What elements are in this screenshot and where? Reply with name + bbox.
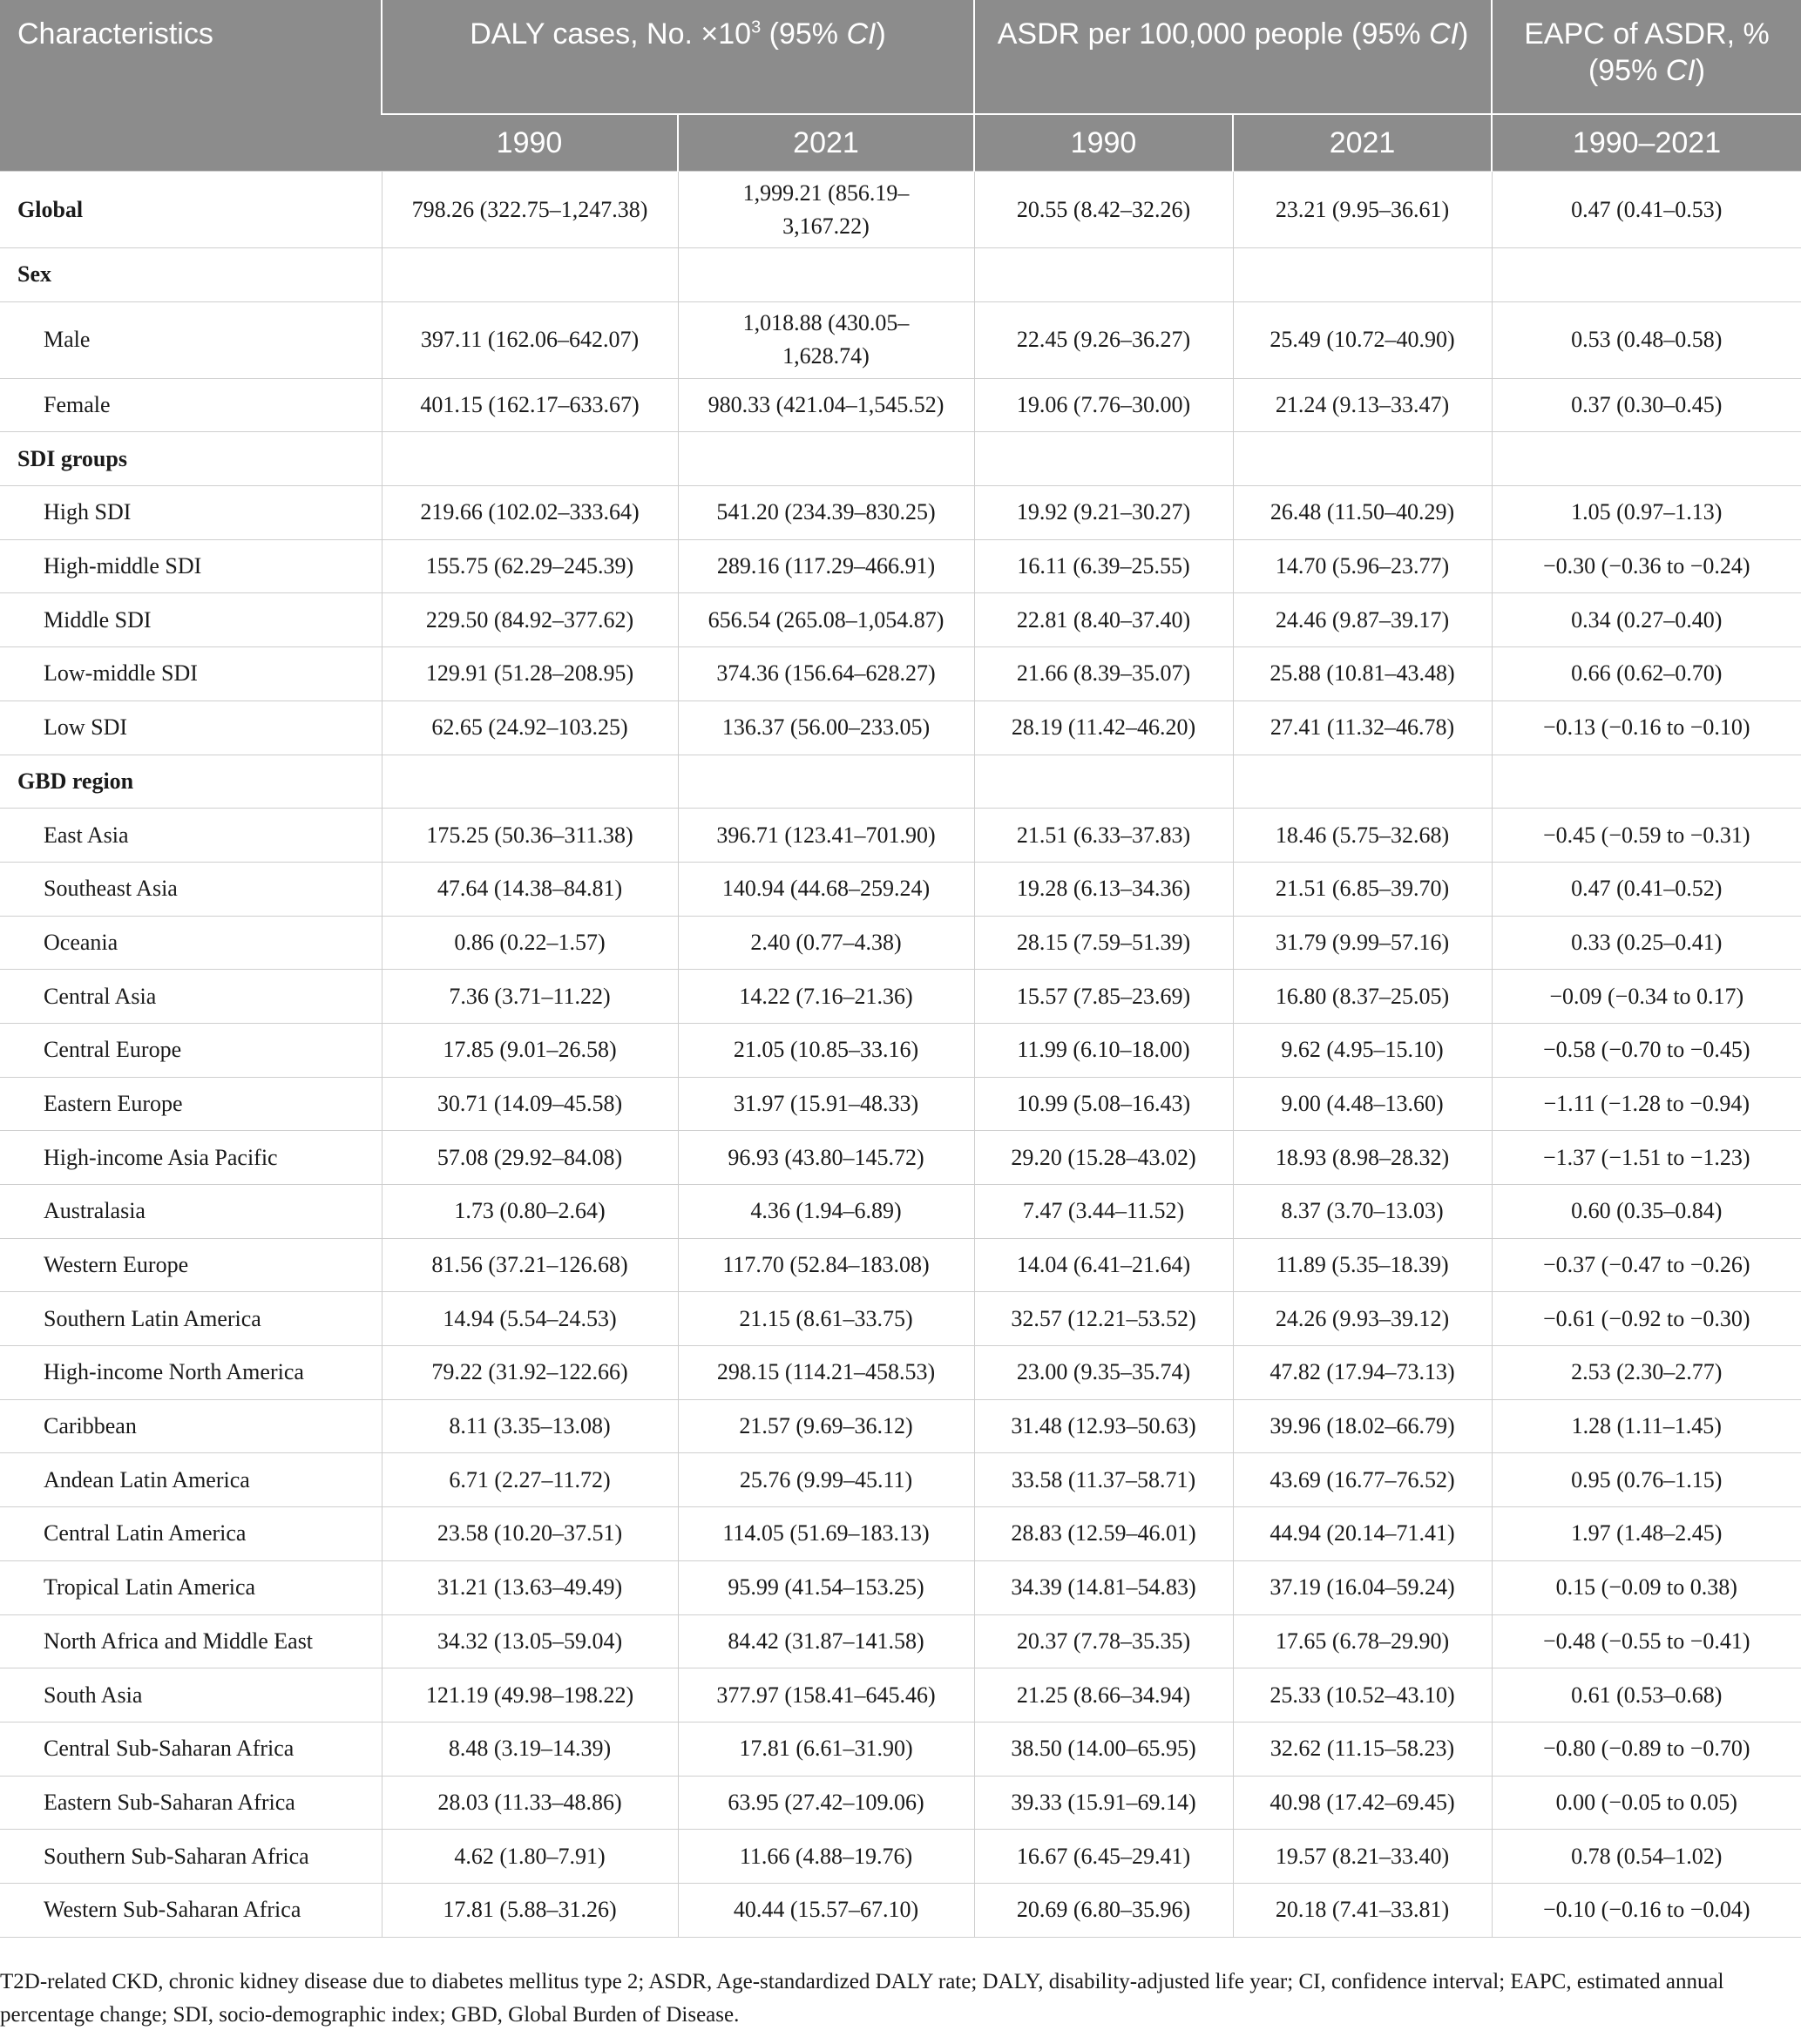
row-label: South Asia <box>0 1668 382 1723</box>
table-row <box>0 1131 1801 1185</box>
asdr-2021-cell: 37.19 (16.04–59.24) <box>1233 1560 1492 1614</box>
row-label: Tropical Latin America <box>0 1560 382 1614</box>
table-row <box>0 1453 1801 1507</box>
eapc-cell: 0.15 (−0.09 to 0.38) <box>1492 1560 1801 1614</box>
daly-2021-cell: 541.20 (234.39–830.25) <box>678 486 974 540</box>
eapc-cell: −0.13 (−0.16 to −0.10) <box>1492 701 1801 755</box>
table-footnote: T2D-related CKD, chronic kidney disease due to diabetes mellitus type 2; ASDR, Age-standardized DALY rate; DALY, disability-adjusted life year; CI, confidence interval; EAPC, estimated annual percentage change; SDI, socio-demographic index; GBD, Global Burden of Disease. <box>0 1970 1724 2027</box>
table-row <box>0 809 1801 863</box>
eapc-cell: 0.00 (−0.05 to 0.05) <box>1492 1776 1801 1830</box>
daly-1990-cell: 1.73 (0.80–2.64) <box>382 1185 678 1239</box>
daly-1990-cell: 17.81 (5.88–31.26) <box>382 1883 678 1937</box>
table-row <box>0 432 1801 486</box>
eapc-cell: 1.05 (0.97–1.13) <box>1492 486 1801 540</box>
asdr-2021-cell: 11.89 (5.35–18.39) <box>1233 1238 1492 1292</box>
daly-2021-cell: 31.97 (15.91–48.33) <box>678 1077 974 1131</box>
header-daly-2021: 2021 <box>678 114 974 172</box>
header-daly-1990: 1990 <box>382 114 678 172</box>
daly-2021-cell: 95.99 (41.54–153.25) <box>678 1560 974 1614</box>
asdr-1990-cell: 38.50 (14.00–65.95) <box>974 1722 1233 1776</box>
daly-2021-cell: 980.33 (421.04–1,545.52) <box>678 378 974 432</box>
table-row <box>0 1346 1801 1400</box>
daly-2021-cell: 40.44 (15.57–67.10) <box>678 1883 974 1937</box>
asdr-2021-cell: 47.82 (17.94–73.13) <box>1233 1346 1492 1400</box>
table-row <box>0 970 1801 1024</box>
asdr-2021-cell: 18.46 (5.75–32.68) <box>1233 809 1492 863</box>
eapc-cell: −1.37 (−1.51 to −1.23) <box>1492 1131 1801 1185</box>
eapc-cell: 2.53 (2.30–2.77) <box>1492 1346 1801 1400</box>
row-label: Male <box>0 301 382 378</box>
row-label: Oceania <box>0 916 382 970</box>
daly-1990-cell: 31.21 (13.63–49.49) <box>382 1560 678 1614</box>
daly-2021-cell: 396.71 (123.41–701.90) <box>678 809 974 863</box>
daly-2021-cell: 140.94 (44.68–259.24) <box>678 862 974 916</box>
daly-2021-cell: 656.54 (265.08–1,054.87) <box>678 593 974 647</box>
row-label: Western Sub-Saharan Africa <box>0 1883 382 1937</box>
daly-1990-cell <box>382 248 678 302</box>
asdr-2021-cell: 40.98 (17.42–69.45) <box>1233 1776 1492 1830</box>
table-row <box>0 1507 1801 1561</box>
row-label: High-income Asia Pacific <box>0 1131 382 1185</box>
asdr-2021-cell <box>1233 755 1492 809</box>
daly-2021-cell: 2.40 (0.77–4.38) <box>678 916 974 970</box>
row-label: Middle SDI <box>0 593 382 647</box>
table-row <box>0 248 1801 302</box>
row-label: Central Sub-Saharan Africa <box>0 1722 382 1776</box>
table-row <box>0 1830 1801 1884</box>
asdr-2021-cell: 23.21 (9.95–36.61) <box>1233 172 1492 248</box>
eapc-cell: −0.61 (−0.92 to −0.30) <box>1492 1292 1801 1346</box>
row-label: Central Europe <box>0 1023 382 1077</box>
table-row <box>0 172 1801 248</box>
daly-1990-cell: 4.62 (1.80–7.91) <box>382 1830 678 1884</box>
eapc-cell: −0.10 (−0.16 to −0.04) <box>1492 1883 1801 1937</box>
asdr-1990-cell: 19.92 (9.21–30.27) <box>974 486 1233 540</box>
daly-1990-cell: 155.75 (62.29–245.39) <box>382 539 678 593</box>
header-asdr: ASDR per 100,000 people (95% CI) <box>974 0 1492 114</box>
daly-2021-line2: 1,628.74) <box>782 343 870 369</box>
asdr-2021-cell: 21.51 (6.85–39.70) <box>1233 862 1492 916</box>
asdr-2021-cell: 43.69 (16.77–76.52) <box>1233 1453 1492 1507</box>
daly-2021-cell: 298.15 (114.21–458.53) <box>678 1346 974 1400</box>
row-label: East Asia <box>0 809 382 863</box>
daly-2021-cell: 117.70 (52.84–183.08) <box>678 1238 974 1292</box>
daly-1990-cell: 219.66 (102.02–333.64) <box>382 486 678 540</box>
row-label: North Africa and Middle East <box>0 1614 382 1668</box>
eapc-cell <box>1492 248 1801 302</box>
daly-2021-line1: 1,018.88 (430.05– <box>742 310 910 336</box>
table-row <box>0 1399 1801 1453</box>
daly-2021-line1: 1,999.21 (856.19– <box>742 179 910 206</box>
daly-1990-cell: 229.50 (84.92–377.62) <box>382 593 678 647</box>
eapc-cell <box>1492 755 1801 809</box>
daly-1990-cell <box>382 755 678 809</box>
header-eapc: EAPC of ASDR, % (95% CI) <box>1492 0 1801 114</box>
eapc-cell <box>1492 432 1801 486</box>
row-label: Eastern Sub-Saharan Africa <box>0 1776 382 1830</box>
daly-1990-cell: 57.08 (29.92–84.08) <box>382 1131 678 1185</box>
asdr-1990-cell: 11.99 (6.10–18.00) <box>974 1023 1233 1077</box>
table-row <box>0 1722 1801 1776</box>
asdr-1990-cell: 7.47 (3.44–11.52) <box>974 1185 1233 1239</box>
row-label: Low SDI <box>0 701 382 755</box>
row-label: Western Europe <box>0 1238 382 1292</box>
asdr-1990-cell: 28.19 (11.42–46.20) <box>974 701 1233 755</box>
row-label: Eastern Europe <box>0 1077 382 1131</box>
row-label: Female <box>0 378 382 432</box>
table-row <box>0 1668 1801 1723</box>
daly-1990-cell: 14.94 (5.54–24.53) <box>382 1292 678 1346</box>
eapc-cell: 0.37 (0.30–0.45) <box>1492 378 1801 432</box>
header-asdr-1990: 1990 <box>974 114 1233 172</box>
eapc-cell: −1.11 (−1.28 to −0.94) <box>1492 1077 1801 1131</box>
asdr-2021-cell <box>1233 248 1492 302</box>
asdr-2021-cell: 25.49 (10.72–40.90) <box>1233 301 1492 378</box>
asdr-1990-cell: 20.37 (7.78–35.35) <box>974 1614 1233 1668</box>
row-label: High-income North America <box>0 1346 382 1400</box>
row-label: High-middle SDI <box>0 539 382 593</box>
header-daly-cases: DALY cases, No. $\times 10^3$ (95% CI) <box>382 0 974 114</box>
daly-1990-cell: 6.71 (2.27–11.72) <box>382 1453 678 1507</box>
table-row <box>0 862 1801 916</box>
eapc-cell: 1.97 (1.48–2.45) <box>1492 1507 1801 1561</box>
asdr-1990-cell: 10.99 (5.08–16.43) <box>974 1077 1233 1131</box>
daly-1990-cell: 28.03 (11.33–48.86) <box>382 1776 678 1830</box>
asdr-1990-cell: 19.06 (7.76–30.00) <box>974 378 1233 432</box>
table-row <box>0 647 1801 701</box>
table-row <box>0 1292 1801 1346</box>
daly-1990-cell <box>382 432 678 486</box>
asdr-2021-cell: 44.94 (20.14–71.41) <box>1233 1507 1492 1561</box>
table-row <box>0 1077 1801 1131</box>
asdr-1990-cell: 39.33 (15.91–69.14) <box>974 1776 1233 1830</box>
asdr-2021-cell: 9.62 (4.95–15.10) <box>1233 1023 1492 1077</box>
row-label: Central Asia <box>0 970 382 1024</box>
asdr-1990-cell <box>974 432 1233 486</box>
daly-2021-cell <box>678 248 974 302</box>
eapc-cell: 0.34 (0.27–0.40) <box>1492 593 1801 647</box>
eapc-cell: 0.53 (0.48–0.58) <box>1492 301 1801 378</box>
asdr-1990-cell: 15.57 (7.85–23.69) <box>974 970 1233 1024</box>
daly-1990-cell: 798.26 (322.75–1,247.38) <box>382 172 678 248</box>
eapc-cell: −0.37 (−0.47 to −0.26) <box>1492 1238 1801 1292</box>
asdr-2021-cell: 32.62 (11.15–58.23) <box>1233 1722 1492 1776</box>
asdr-2021-cell: 18.93 (8.98–28.32) <box>1233 1131 1492 1185</box>
asdr-2021-cell: 21.24 (9.13–33.47) <box>1233 378 1492 432</box>
daly-1990-cell: 8.11 (3.35–13.08) <box>382 1399 678 1453</box>
section-header: Sex <box>0 248 382 302</box>
daly-2021-cell <box>678 172 974 248</box>
asdr-2021-cell: 27.41 (11.32–46.78) <box>1233 701 1492 755</box>
header-characteristics: Characteristics <box>0 0 382 172</box>
table-row <box>0 1776 1801 1830</box>
eapc-cell: −0.48 (−0.55 to −0.41) <box>1492 1614 1801 1668</box>
daly-1990-cell: 23.58 (10.20–37.51) <box>382 1507 678 1561</box>
row-label: Central Latin America <box>0 1507 382 1561</box>
eapc-cell: 1.28 (1.11–1.45) <box>1492 1399 1801 1453</box>
table-row <box>0 1883 1801 1937</box>
row-label: Caribbean <box>0 1399 382 1453</box>
table-row <box>0 593 1801 647</box>
daly-1990-cell: 30.71 (14.09–45.58) <box>382 1077 678 1131</box>
row-label: Andean Latin America <box>0 1453 382 1507</box>
asdr-1990-cell <box>974 248 1233 302</box>
asdr-2021-cell: 26.48 (11.50–40.29) <box>1233 486 1492 540</box>
table-row <box>0 486 1801 540</box>
asdr-1990-cell: 22.81 (8.40–37.40) <box>974 593 1233 647</box>
asdr-2021-cell <box>1233 432 1492 486</box>
row-label: Low-middle SDI <box>0 647 382 701</box>
asdr-1990-cell: 29.20 (15.28–43.02) <box>974 1131 1233 1185</box>
daly-1990-cell: 401.15 (162.17–633.67) <box>382 378 678 432</box>
row-label: Australasia <box>0 1185 382 1239</box>
daly-1990-cell: 129.91 (51.28–208.95) <box>382 647 678 701</box>
asdr-1990-cell: 33.58 (11.37–58.71) <box>974 1453 1233 1507</box>
daly-2021-cell: 25.76 (9.99–45.11) <box>678 1453 974 1507</box>
asdr-1990-cell <box>974 755 1233 809</box>
daly-2021-line2: 3,167.22) <box>782 213 870 239</box>
daly-2021-cell: 96.93 (43.80–145.72) <box>678 1131 974 1185</box>
eapc-cell: 0.95 (0.76–1.15) <box>1492 1453 1801 1507</box>
asdr-1990-cell: 22.45 (9.26–36.27) <box>974 301 1233 378</box>
daly-2021-cell: 4.36 (1.94–6.89) <box>678 1185 974 1239</box>
daly-2021-cell <box>678 432 974 486</box>
daly-2021-cell: 21.57 (9.69–36.12) <box>678 1399 974 1453</box>
daly-2021-cell: 136.37 (56.00–233.05) <box>678 701 974 755</box>
asdr-1990-cell: 34.39 (14.81–54.83) <box>974 1560 1233 1614</box>
asdr-1990-cell: 20.69 (6.80–35.96) <box>974 1883 1233 1937</box>
asdr-1990-cell: 14.04 (6.41–21.64) <box>974 1238 1233 1292</box>
table-body <box>0 172 1801 1938</box>
asdr-1990-cell: 16.11 (6.39–25.55) <box>974 539 1233 593</box>
asdr-1990-cell: 28.15 (7.59–51.39) <box>974 916 1233 970</box>
asdr-1990-cell: 21.25 (8.66–34.94) <box>974 1668 1233 1723</box>
daly-1990-cell: 175.25 (50.36–311.38) <box>382 809 678 863</box>
daly-2021-cell: 374.36 (156.64–628.27) <box>678 647 974 701</box>
daly-2021-cell: 289.16 (117.29–466.91) <box>678 539 974 593</box>
row-label: High SDI <box>0 486 382 540</box>
table-row <box>0 1185 1801 1239</box>
eapc-cell: 0.60 (0.35–0.84) <box>1492 1185 1801 1239</box>
section-header: SDI groups <box>0 432 382 486</box>
eapc-cell: −0.45 (−0.59 to −0.31) <box>1492 809 1801 863</box>
asdr-2021-cell: 8.37 (3.70–13.03) <box>1233 1185 1492 1239</box>
table-row <box>0 1023 1801 1077</box>
asdr-2021-cell: 24.26 (9.93–39.12) <box>1233 1292 1492 1346</box>
daly-1990-cell: 47.64 (14.38–84.81) <box>382 862 678 916</box>
daly-1990-cell: 8.48 (3.19–14.39) <box>382 1722 678 1776</box>
eapc-cell: 0.78 (0.54–1.02) <box>1492 1830 1801 1884</box>
daly-2021-cell: 114.05 (51.69–183.13) <box>678 1507 974 1561</box>
daly-2021-cell: 377.97 (158.41–645.46) <box>678 1668 974 1723</box>
section-header: GBD region <box>0 755 382 809</box>
table-row <box>0 378 1801 432</box>
daly-1990-cell: 17.85 (9.01–26.58) <box>382 1023 678 1077</box>
daly-2021-cell: 63.95 (27.42–109.06) <box>678 1776 974 1830</box>
daly-1990-cell: 397.11 (162.06–642.07) <box>382 301 678 378</box>
asdr-1990-cell: 20.55 (8.42–32.26) <box>974 172 1233 248</box>
daly-2021-cell: 84.42 (31.87–141.58) <box>678 1614 974 1668</box>
daly-1990-cell: 81.56 (37.21–126.68) <box>382 1238 678 1292</box>
table-row <box>0 1560 1801 1614</box>
daly-2021-cell: 14.22 (7.16–21.36) <box>678 970 974 1024</box>
asdr-1990-cell: 23.00 (9.35–35.74) <box>974 1346 1233 1400</box>
eapc-cell: 0.61 (0.53–0.68) <box>1492 1668 1801 1723</box>
asdr-2021-cell: 25.33 (10.52–43.10) <box>1233 1668 1492 1723</box>
daly-2021-cell: 21.15 (8.61–33.75) <box>678 1292 974 1346</box>
table-header <box>0 0 1801 172</box>
eapc-cell: −0.30 (−0.36 to −0.24) <box>1492 539 1801 593</box>
table-row <box>0 301 1801 378</box>
asdr-2021-cell: 14.70 (5.96–23.77) <box>1233 539 1492 593</box>
eapc-cell: −0.09 (−0.34 to 0.17) <box>1492 970 1801 1024</box>
eapc-cell: 0.66 (0.62–0.70) <box>1492 647 1801 701</box>
row-label: Southeast Asia <box>0 862 382 916</box>
daly-2021-cell <box>678 755 974 809</box>
asdr-2021-cell: 19.57 (8.21–33.40) <box>1233 1830 1492 1884</box>
daly-1990-cell: 7.36 (3.71–11.22) <box>382 970 678 1024</box>
asdr-2021-cell: 39.96 (18.02–66.79) <box>1233 1399 1492 1453</box>
asdr-1990-cell: 16.67 (6.45–29.41) <box>974 1830 1233 1884</box>
asdr-1990-cell: 31.48 (12.93–50.63) <box>974 1399 1233 1453</box>
table-row <box>0 1238 1801 1292</box>
asdr-2021-cell: 20.18 (7.41–33.81) <box>1233 1883 1492 1937</box>
asdr-1990-cell: 28.83 (12.59–46.01) <box>974 1507 1233 1561</box>
header-asdr-2021: 2021 <box>1233 114 1492 172</box>
table-row <box>0 701 1801 755</box>
table-row <box>0 539 1801 593</box>
eapc-cell: 0.47 (0.41–0.52) <box>1492 862 1801 916</box>
row-label: Southern Sub-Saharan Africa <box>0 1830 382 1884</box>
daly-1990-cell: 34.32 (13.05–59.04) <box>382 1614 678 1668</box>
asdr-1990-cell: 21.66 (8.39–35.07) <box>974 647 1233 701</box>
header-eapc-range: 1990–2021 <box>1492 114 1801 172</box>
asdr-1990-cell: 19.28 (6.13–34.36) <box>974 862 1233 916</box>
eapc-cell: −0.80 (−0.89 to −0.70) <box>1492 1722 1801 1776</box>
row-label: Global <box>0 172 382 248</box>
asdr-2021-cell: 17.65 (6.78–29.90) <box>1233 1614 1492 1668</box>
asdr-2021-cell: 24.46 (9.87–39.17) <box>1233 593 1492 647</box>
asdr-2021-cell: 16.80 (8.37–25.05) <box>1233 970 1492 1024</box>
table-row <box>0 755 1801 809</box>
asdr-2021-cell: 9.00 (4.48–13.60) <box>1233 1077 1492 1131</box>
daly-1990-cell: 62.65 (24.92–103.25) <box>382 701 678 755</box>
asdr-2021-cell: 31.79 (9.99–57.16) <box>1233 916 1492 970</box>
daly-2021-cell: 17.81 (6.61–31.90) <box>678 1722 974 1776</box>
table-row <box>0 916 1801 970</box>
eapc-cell: 0.47 (0.41–0.53) <box>1492 172 1801 248</box>
eapc-cell: −0.58 (−0.70 to −0.45) <box>1492 1023 1801 1077</box>
asdr-2021-cell: 25.88 (10.81–43.48) <box>1233 647 1492 701</box>
daly-1990-cell: 79.22 (31.92–122.66) <box>382 1346 678 1400</box>
daly-2021-cell: 11.66 (4.88–19.76) <box>678 1830 974 1884</box>
row-label: Southern Latin America <box>0 1292 382 1346</box>
daly-1990-cell: 121.19 (49.98–198.22) <box>382 1668 678 1723</box>
table-row <box>0 1614 1801 1668</box>
daly-1990-cell: 0.86 (0.22–1.57) <box>382 916 678 970</box>
asdr-1990-cell: 32.57 (12.21–53.52) <box>974 1292 1233 1346</box>
asdr-1990-cell: 21.51 (6.33–37.83) <box>974 809 1233 863</box>
daly-2021-cell: 21.05 (10.85–33.16) <box>678 1023 974 1077</box>
eapc-cell: 0.33 (0.25–0.41) <box>1492 916 1801 970</box>
daly-2021-cell <box>678 301 974 378</box>
